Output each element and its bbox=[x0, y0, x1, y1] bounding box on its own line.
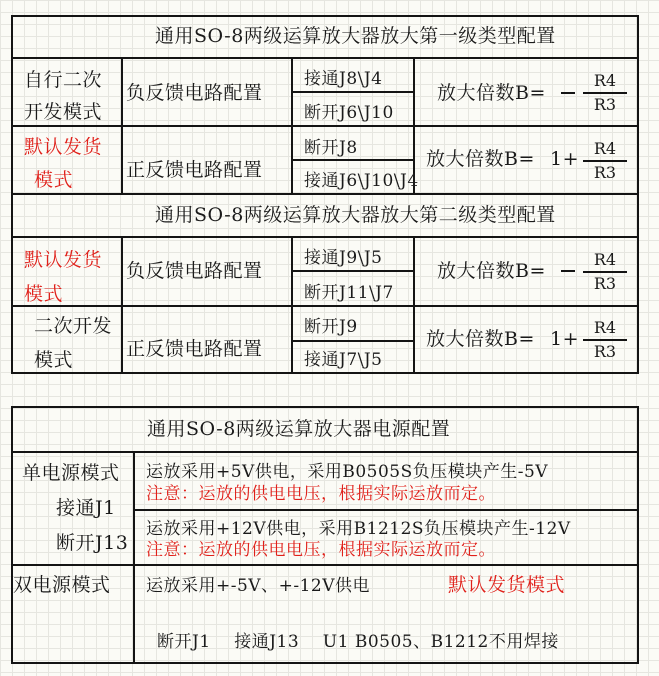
dual-jumper-line: 断开J1 接通J13 U1 B0505、B1212不用焊接 bbox=[157, 632, 559, 652]
minus-sign bbox=[561, 270, 575, 272]
power-title: 通用SO-8两级运算放大器电源配置 bbox=[147, 418, 451, 440]
jumper-option: 断开J6\J10 bbox=[304, 103, 394, 123]
circuit-label: 负反馈电路配置 bbox=[126, 260, 263, 282]
numerator: R4 bbox=[593, 318, 617, 337]
row-divider bbox=[11, 57, 639, 59]
option-divider bbox=[291, 159, 415, 161]
circuit-label: 正反馈电路配置 bbox=[126, 338, 263, 360]
col-divider bbox=[291, 57, 293, 195]
jumper-option: 接通J9\J5 bbox=[304, 248, 383, 268]
row-divider bbox=[11, 564, 639, 566]
gain-fraction bbox=[583, 72, 627, 114]
col-divider bbox=[291, 236, 293, 374]
supply-5v-line: 运放采用+5V供电，采用B0505S负压模块产生-5V bbox=[146, 462, 549, 482]
numerator: R4 bbox=[593, 250, 617, 269]
dual-supply-line: 运放采用+-5V、+-12V供电 bbox=[146, 576, 370, 596]
stage1-title: 通用SO-8两级运算放大器放大第一级类型配置 bbox=[155, 25, 556, 47]
stage2-title: 通用SO-8两级运算放大器放大第二级类型配置 bbox=[155, 204, 556, 226]
row-divider bbox=[11, 193, 639, 195]
gain-label: 放大倍数B= bbox=[437, 82, 546, 104]
jumper-option: 接通J6\J10\J4 bbox=[304, 171, 419, 191]
table-border bbox=[11, 372, 639, 374]
table-border bbox=[11, 662, 639, 664]
option-divider bbox=[291, 91, 415, 93]
gain-label: 放大倍数B= bbox=[437, 260, 546, 282]
jumper-option: 断开J8 bbox=[304, 138, 358, 158]
single-supply-mode: 单电源模式 bbox=[22, 462, 120, 484]
mode-label: 自行二次 bbox=[24, 69, 103, 91]
row-divider bbox=[135, 509, 639, 511]
row-divider bbox=[11, 125, 639, 127]
denominator: R3 bbox=[593, 273, 617, 293]
col-divider bbox=[121, 236, 123, 374]
circuit-label: 正反馈电路配置 bbox=[126, 159, 263, 181]
minus-sign bbox=[561, 92, 575, 94]
mode-label-default: 模式 bbox=[24, 283, 64, 305]
jumper-j1: 接通J1 bbox=[56, 497, 116, 519]
jumper-j13: 断开J13 bbox=[56, 532, 129, 554]
table-border bbox=[11, 15, 639, 17]
gain-fraction bbox=[583, 140, 627, 182]
jumper-option: 接通J8\J4 bbox=[304, 69, 383, 89]
default-ship-mode: 默认发货模式 bbox=[448, 574, 566, 596]
gain-label: 放大倍数B= bbox=[426, 328, 535, 350]
gain-sign: 1+ bbox=[550, 148, 580, 170]
supply-5v-note: 注意：运放的供电电压，根据实际运放而定。 bbox=[146, 484, 496, 504]
denominator: R3 bbox=[593, 94, 617, 114]
mode-label: 二次开发 bbox=[34, 315, 113, 337]
table-border bbox=[637, 406, 639, 664]
table-border bbox=[11, 406, 639, 408]
option-divider bbox=[291, 340, 415, 342]
row-divider bbox=[11, 305, 639, 307]
row-divider bbox=[11, 236, 639, 238]
mode-label-default: 默认发货 bbox=[24, 249, 103, 271]
supply-12v-note: 注意：运放的供电电压，根据实际运放而定。 bbox=[146, 540, 496, 560]
numerator: R4 bbox=[593, 139, 617, 158]
gain-label: 放大倍数B= bbox=[426, 148, 535, 170]
fraction-bar bbox=[583, 92, 627, 94]
jumper-option: 断开J11\J7 bbox=[304, 283, 394, 303]
mode-label: 开发模式 bbox=[24, 101, 103, 123]
circuit-label: 负反馈电路配置 bbox=[126, 82, 263, 104]
mode-label-default: 默认发货 bbox=[24, 136, 103, 158]
col-divider bbox=[413, 236, 415, 374]
mode-label: 模式 bbox=[34, 349, 74, 371]
gain-fraction bbox=[583, 251, 627, 293]
denominator: R3 bbox=[593, 162, 617, 182]
fraction-bar bbox=[583, 271, 627, 273]
dual-supply-mode: 双电源模式 bbox=[13, 574, 111, 596]
row-divider bbox=[11, 451, 639, 453]
col-divider bbox=[133, 451, 135, 664]
gain-sign: 1+ bbox=[550, 328, 580, 350]
numerator: R4 bbox=[593, 71, 617, 90]
jumper-option: 接通J7\J5 bbox=[304, 350, 383, 370]
jumper-option: 断开J9 bbox=[304, 317, 358, 337]
table-border bbox=[11, 406, 13, 664]
fraction-bar bbox=[583, 160, 627, 162]
fraction-bar bbox=[583, 339, 627, 341]
mode-label-default: 模式 bbox=[34, 169, 74, 191]
denominator: R3 bbox=[593, 341, 617, 361]
gain-fraction bbox=[583, 319, 627, 361]
supply-12v-line: 运放采用+12V供电，采用B1212S负压模块产生-12V bbox=[146, 519, 571, 539]
option-divider bbox=[291, 270, 415, 272]
col-divider bbox=[121, 57, 123, 195]
